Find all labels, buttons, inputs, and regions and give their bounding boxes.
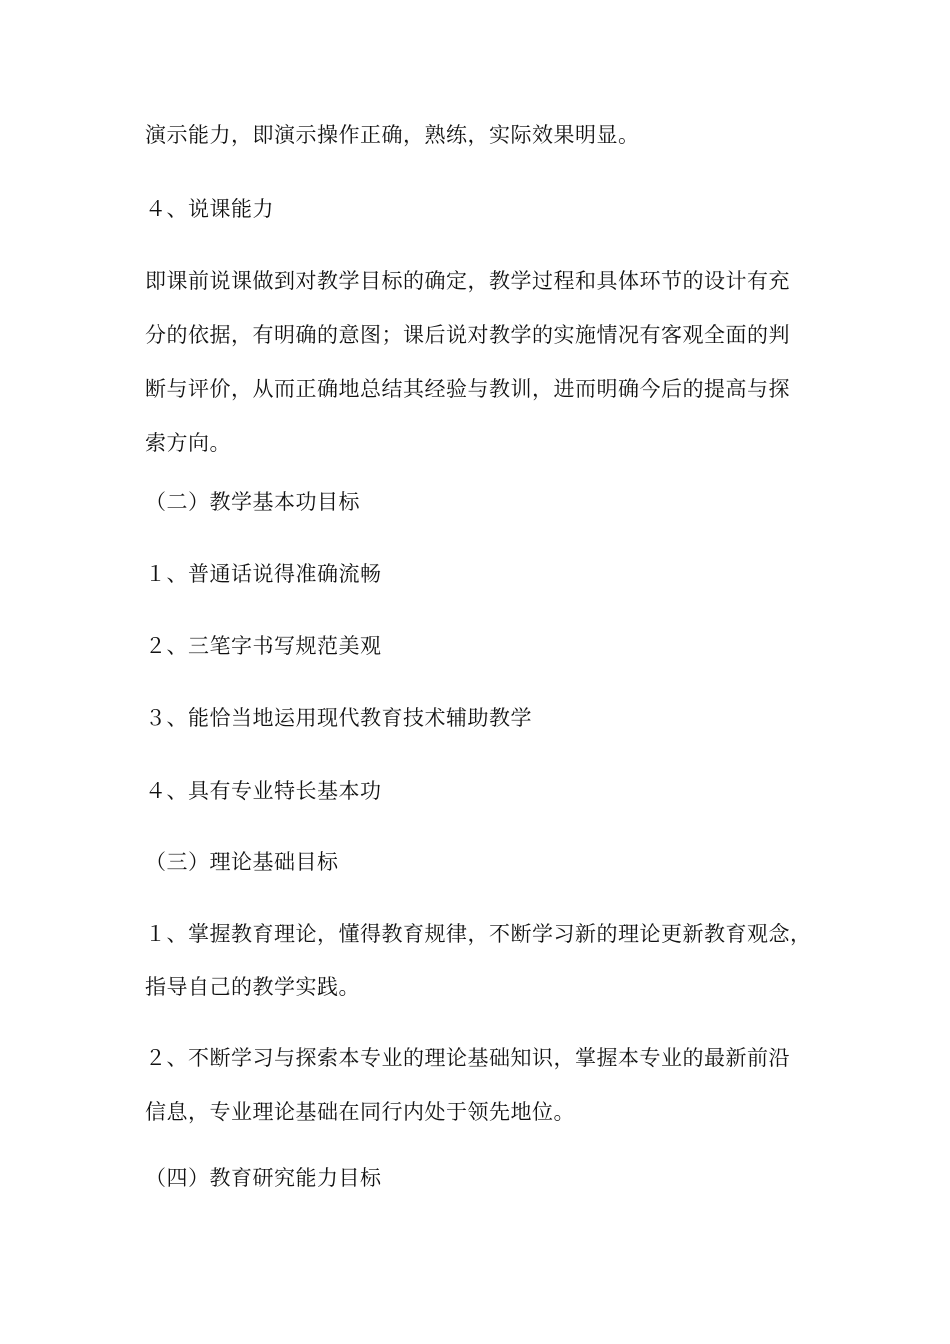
paragraph-line: 即课前说课做到对教学目标的确定，教学过程和具体环节的设计有充 bbox=[145, 269, 790, 293]
section-heading-4: （四）教育研究能力目标 bbox=[145, 1166, 382, 1190]
list-item: １、普通话说得准确流畅 bbox=[145, 562, 382, 586]
section-heading-3: （三）理论基础目标 bbox=[145, 850, 339, 874]
paragraph-line: 信息，专业理论基础在同行内处于领先地位。 bbox=[145, 1100, 575, 1124]
list-item: ２、三笔字书写规范美观 bbox=[145, 634, 382, 658]
paragraph-line: 分的依据，有明确的意图；课后说对教学的实施情况有客观全面的判 bbox=[145, 323, 790, 347]
paragraph-line: １、掌握教育理论，懂得教育规律，不断学习新的理论更新教育观念， bbox=[145, 922, 812, 946]
paragraph-line: 断与评价，从而正确地总结其经验与教训，进而明确今后的提高与探 bbox=[145, 377, 790, 401]
paragraph-line: 指导自己的教学实践。 bbox=[145, 975, 360, 999]
paragraph-line: ２、不断学习与探索本专业的理论基础知识，掌握本专业的最新前沿 bbox=[145, 1046, 790, 1070]
paragraph-line: 索方向。 bbox=[145, 431, 231, 455]
paragraph-demo-ability: 演示能力，即演示操作正确，熟练，实际效果明显。 bbox=[145, 123, 640, 147]
heading-item-4-lecture-ability: ４、说课能力 bbox=[145, 197, 274, 221]
list-item: ３、能恰当地运用现代教育技术辅助教学 bbox=[145, 706, 532, 730]
section-heading-2: （二）教学基本功目标 bbox=[145, 490, 360, 514]
list-item: ４、具有专业特长基本功 bbox=[145, 779, 382, 803]
